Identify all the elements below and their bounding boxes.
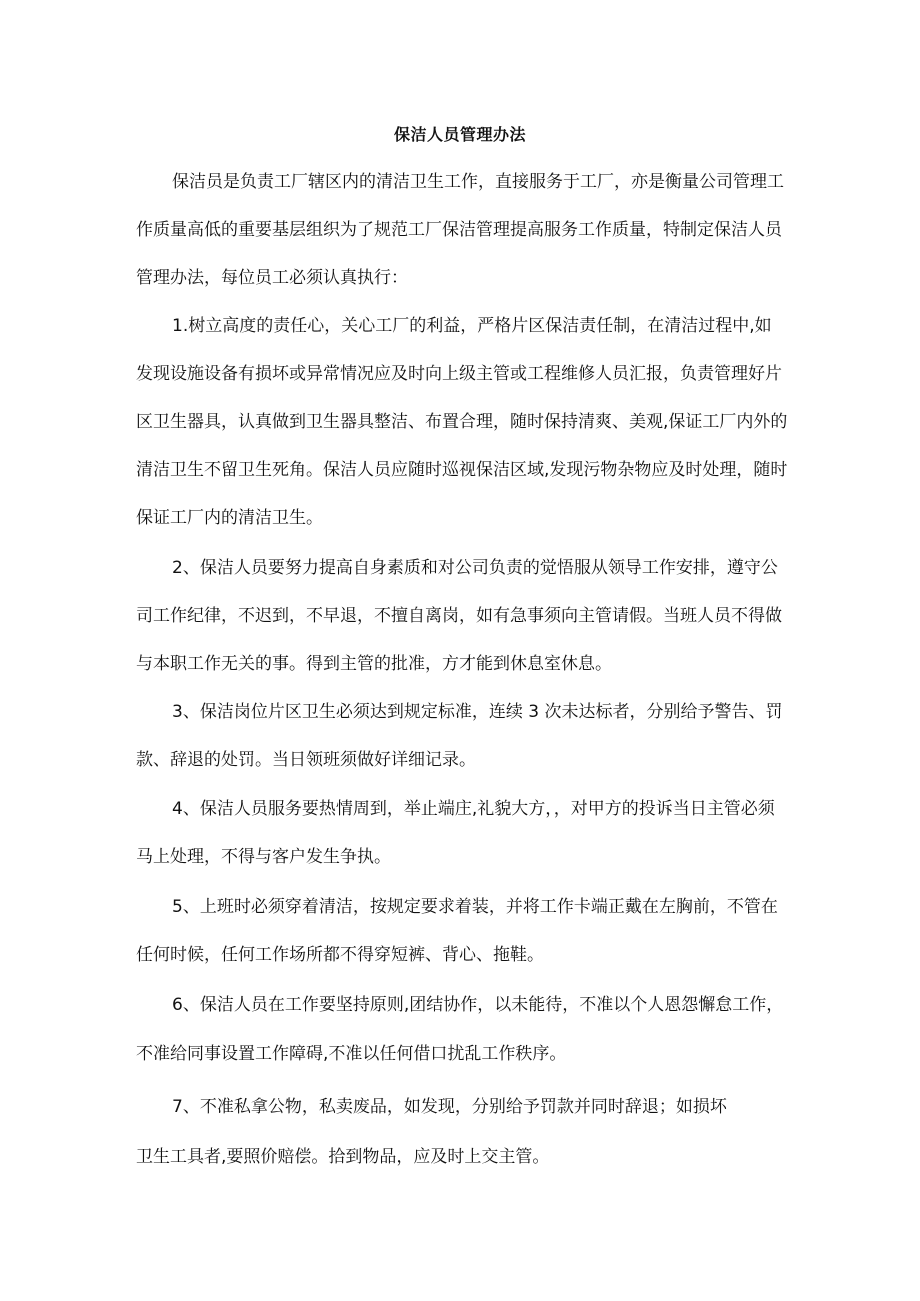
document-title: 保洁人员管理办法	[393, 125, 526, 144]
paragraph-2-line-1: 2、保洁人员要努力提高自身素质和对公司负责的觉悟服从领导工作安排，遵守公	[172, 558, 778, 578]
paragraph-2-line-3: 与本职工作无关的事。得到主管的批准，方才能到休息室休息。	[136, 654, 612, 674]
paragraph-1-line-1: 1.树立高度的责任心，关心工厂的利益，严格片区保洁责任制，在清洁过程中,如	[172, 316, 772, 336]
paragraph-7-line-1: 7、不准私拿公物，私卖废品，如发现，分别给予罚款并同时辞退；如损坏	[172, 1097, 727, 1117]
paragraph-3-line-2: 款、辞退的处罚。当日领班须做好详细记录。	[136, 750, 476, 770]
paragraph-4-line-2: 马上处理，不得与客户发生争执。	[136, 847, 391, 867]
paragraph-3-line-1: 3、保洁岗位片区卫生必须达到规定标准，连续 3 次未达标者，分别给予警告、罚	[172, 702, 783, 722]
paragraph-1-line-5: 保证工厂内的清洁卫生。	[136, 508, 323, 528]
paragraph-6-line-1: 6、保洁人员在工作要坚持原则,团结协作，以未能待，不准以个人恩怨懈怠工作，	[172, 995, 784, 1015]
paragraph-2-line-2: 司工作纪律，不迟到，不早退，不擅自离岗，如有急事须向主管请假。当班人员不得做	[136, 606, 782, 626]
paragraph-5-line-1: 5、上班时必须穿着清洁，按规定要求着装，并将工作卡端正戴在左胸前，不管在	[172, 897, 778, 917]
paragraph-intro-line-1: 保洁员是负责工厂辖区内的清洁卫生工作，直接服务于工厂，亦是衡量公司管理工	[172, 172, 784, 192]
paragraph-1-line-3: 区卫生器具，认真做到卫生器具整洁、布置合理，随时保持清爽、美观,保证工厂内外的	[136, 412, 788, 432]
paragraph-intro-line-3: 管理办法，每位员工必须认真执行：	[136, 268, 408, 288]
paragraph-intro-line-2: 作质量高低的重要基层组织为了规范工厂保洁管理提高服务工作质量，特制定保洁人员	[136, 220, 782, 240]
paragraph-1-line-2: 发现设施设备有损坏或异常情况应及时向上级主管或工程维修人员汇报，负责管理好片	[136, 364, 782, 384]
paragraph-5-line-2: 任何时候，任何工作场所都不得穿短裤、背心、拖鞋。	[136, 945, 544, 965]
paragraph-4-line-1: 4、保洁人员服务要热情周到，举止端庄,礼貌大方，，对甲方的投诉当日主管必须	[172, 799, 775, 819]
paragraph-7-line-2: 卫生工具者,要照价赔偿。拾到物品，应及时上交主管。	[136, 1147, 550, 1167]
paragraph-6-line-2: 不准给同事设置工作障碍,不准以任何借口扰乱工作秩序。	[136, 1044, 567, 1064]
paragraph-1-line-4: 清洁卫生不留卫生死角。保洁人员应随时巡视保洁区域,发现污物杂物应及时处理，随时	[136, 460, 788, 480]
